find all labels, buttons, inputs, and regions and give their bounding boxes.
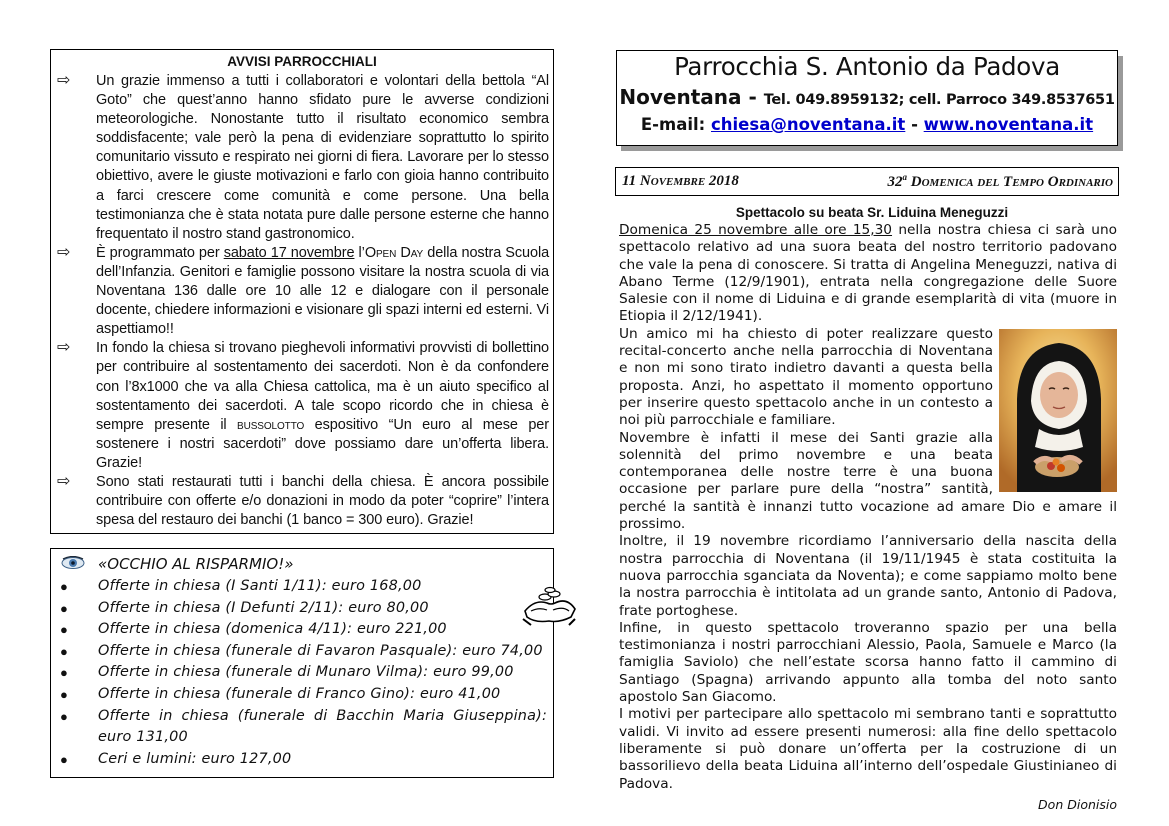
- article-paragraph: Un amico mi ha chiesto di poter realizzare questo recital-concerto anche nella parrocchia di Noventana e non mi sono tirato indietro davanti a questa bella proposta. Anzi, ho aspettato il momento opportuno per inserire questo spettacolo anche in un contesto a noi più parrocchiale e familiare.: [619, 325, 993, 429]
- avviso-text: Un grazie immenso a tutti i collaboratori e volontari della bettola “Al Goto” che quest’anno hanno sfidato pure le avverse condizioni meteorologiche. Nonostante tutto il risultato economico sembra soddisfacente; vale però la pena di evidenziare soprattutto lo spirito comunitario vissuto e respirato nei giorni di fiera. Lavorare per lo stesso obiettivo, avere le giuste motivazioni e farlo con gioia hanno contribuito a farci crescere come comunità e come persone. Una bella testimonianza che è stata notata pure dalle persone esterne che hanno frequentato il nostro stand gastronomico.: [96, 73, 549, 242]
- nun-portrait-image: [999, 329, 1117, 492]
- article-paragraph: Novembre è infatti il mese dei Santi grazie alla solennità del primo novembre e una beata contemporanea delle nostre terre è una buona occasione per parlare pure della “nostra” santità, perché la santità è innanzi tutto vocazione ad amare Dio e amare il prossimo.: [619, 429, 1117, 533]
- town-name: Noventana -: [619, 85, 764, 109]
- contact-line: [617, 84, 1117, 113]
- date-bar: [615, 167, 1119, 196]
- bullet-icon: ●: [60, 600, 68, 616]
- event-date: Domenica 25 novembre alle ore 15,30: [619, 222, 893, 238]
- article-paragraph: I motivi per partecipare allo spettacolo mi sembrano tanti e soprattutto validi. Vi invito ad essere presenti numerosi: alla fine dello spettacolo liberamente si può donare un’offerta per la costruzione di un bassorilievo della beata Liduina all’interno dell’ospedale Giustinianeo di Padova.: [619, 706, 1117, 792]
- arrow-right-outline-icon: ⇨: [57, 72, 71, 89]
- bullet-icon: ●: [60, 579, 68, 594]
- signature: Don Dionisio: [1038, 796, 1117, 812]
- article-paragraph: Infine, in questo spettacolo troveranno spazio per una bella testimonianza i nostri parrocchiani Alessio, Paola, Samuele e Marco (la famiglia Saviolo) che nell’estate scorsa hanno fatto il cammino di Santiago (Spagna) arrivando appunto alla tomba del noto santo apostolo San Giacomo.: [619, 619, 1117, 706]
- email-line: E-mail: chiesa@noventana.it - www.noventana.it: [640, 115, 1094, 134]
- avviso-text: In fondo la chiesa si trovano pieghevoli informativi provvisti di bollettino per contribuire al sostentamento dei sacerdoti. Non è da confondere con l’8x1000 che va alla Chiesa cattolica, ma è un aiuto specifico al sostentamento dei sacerdoti. A tale scopo ricordo che in chiesa è sempre presente il bussolotto espositivo “Un euro al mese per sostenere i nostri sacerdoti” dove possiamo dare un’offerta libera. Grazie!: [96, 340, 549, 471]
- offerta-item: ● Offerte in chiesa (I Defunti 2/11): euro 80,00: [57, 598, 547, 620]
- offerta-item: ● Offerte in chiesa (funerale di Favaron Pasquale): euro 74,00: [57, 641, 547, 663]
- email-link[interactable]: chiesa@noventana.it: [711, 115, 906, 134]
- article-paragraph: Domenica 25 novembre alle ore 15,30 nella nostra chiesa ci sarà uno spettacolo relativo ad una suora beata del nostro territorio padovano che vale la pena di conoscere. Si tratta di Angelina Meneguzzi, nativa di Abano Terme (12/9/1901), entrata nella congregazione delle Suore Salesie con il nome di Liduina e di grande esemplarità di vita (muore in Etiopia il 2/12/1941).: [619, 222, 1117, 325]
- offerta-item: ● Offerte in chiesa (funerale di Munaro Vilma): euro 99,00: [57, 662, 547, 684]
- offerta-item: ● Offerte in chiesa (funerale di Franco Gino): euro 41,00: [57, 684, 547, 706]
- open-day-date: sabato 17 novembre: [223, 244, 355, 261]
- article-paragraph: Inoltre, il 19 novembre ricordiamo l’anniversario della nascita della nostra parrocchia di Noventana (il 19/11/1945 è stata costituita la nuova parrocchia sganciata da Noventa); e come sappiamo molto bene la nostra parrocchia è intitolata ad un grande santo, Antonio di Padova, frate portoghese.: [619, 533, 1117, 619]
- avvisi-box: [50, 49, 554, 534]
- liturgical-sunday: 32$^a$ Domenica del Tempo Ordinario: [887, 172, 1113, 190]
- avviso-item: [55, 473, 549, 530]
- avviso-item: [55, 339, 549, 473]
- bullet-icon: ●: [60, 686, 68, 702]
- issue-date: 11 Novembre 2018: [622, 173, 739, 189]
- phone-numbers: Tel. 049.8959132; cell. Parroco 349.8537651: [763, 92, 1115, 108]
- article: [619, 204, 1117, 812]
- offerta-item: ● Offerte in chiesa (funerale di Bacchin Maria Giuseppina): euro 131,00: [60, 707, 547, 746]
- parish-name: Parrocchia S. Antonio da Padova: [674, 52, 1060, 81]
- bullet-icon: ●: [60, 708, 68, 724]
- bullet-icon: ●: [60, 751, 68, 767]
- arrow-right-outline-icon: ⇨: [57, 472, 71, 490]
- offerta-item: ● Offerte in chiesa (I Santi 1/11): euro 168,00: [57, 576, 547, 598]
- avviso-item: [55, 72, 549, 244]
- risparmio-box: [50, 548, 554, 778]
- offerta-item: ● Offerte in chiesa (domenica 4/11): euro 221,00: [57, 619, 547, 641]
- bullet-icon: ●: [60, 622, 68, 638]
- website-link[interactable]: www.noventana.it: [923, 115, 1094, 134]
- parish-header: [616, 50, 1118, 146]
- arrow-right-outline-icon: ⇨: [57, 339, 71, 357]
- eye-icon: [61, 556, 85, 570]
- avviso-item: [55, 244, 549, 339]
- risparmio-title: «OCCHIO AL RISPARMIO!»: [98, 555, 294, 573]
- bullet-icon: ●: [60, 643, 68, 659]
- avviso-text: Sono stati restaurati tutti i banchi della chiesa. È ancora possibile contribuire con offerte e/o donazioni in modo da poter “coprire” l’intera spesa del restauro dei banchi (1 banco = 300 euro). Grazie!: [96, 473, 549, 529]
- article-title: Spettacolo su beata Sr. Liduina Meneguzzi: [735, 205, 1009, 220]
- arrow-right-outline-icon: ⇨: [57, 243, 71, 261]
- bussolotto-label: bussolotto: [237, 416, 305, 433]
- bullet-icon: ●: [60, 665, 68, 681]
- avvisi-title: AVVISI PARROCCHIALI: [227, 54, 377, 69]
- open-day-label: Open Day: [364, 244, 424, 261]
- avviso-text: È programmato per sabato 17 novembre l’Open Day della nostra Scuola dell’Infanzia. Genitori e famiglie possono visitare la nostra scuola di via Noventana 136 dalle ore 10 alle 12 e dialogare con il personale docente, chiedere informazioni e visionare gli spazi interni ed esterni. Vi aspettiamo!!: [96, 244, 550, 338]
- offerta-item: ● Ceri e lumini: euro 127,00: [57, 749, 547, 771]
